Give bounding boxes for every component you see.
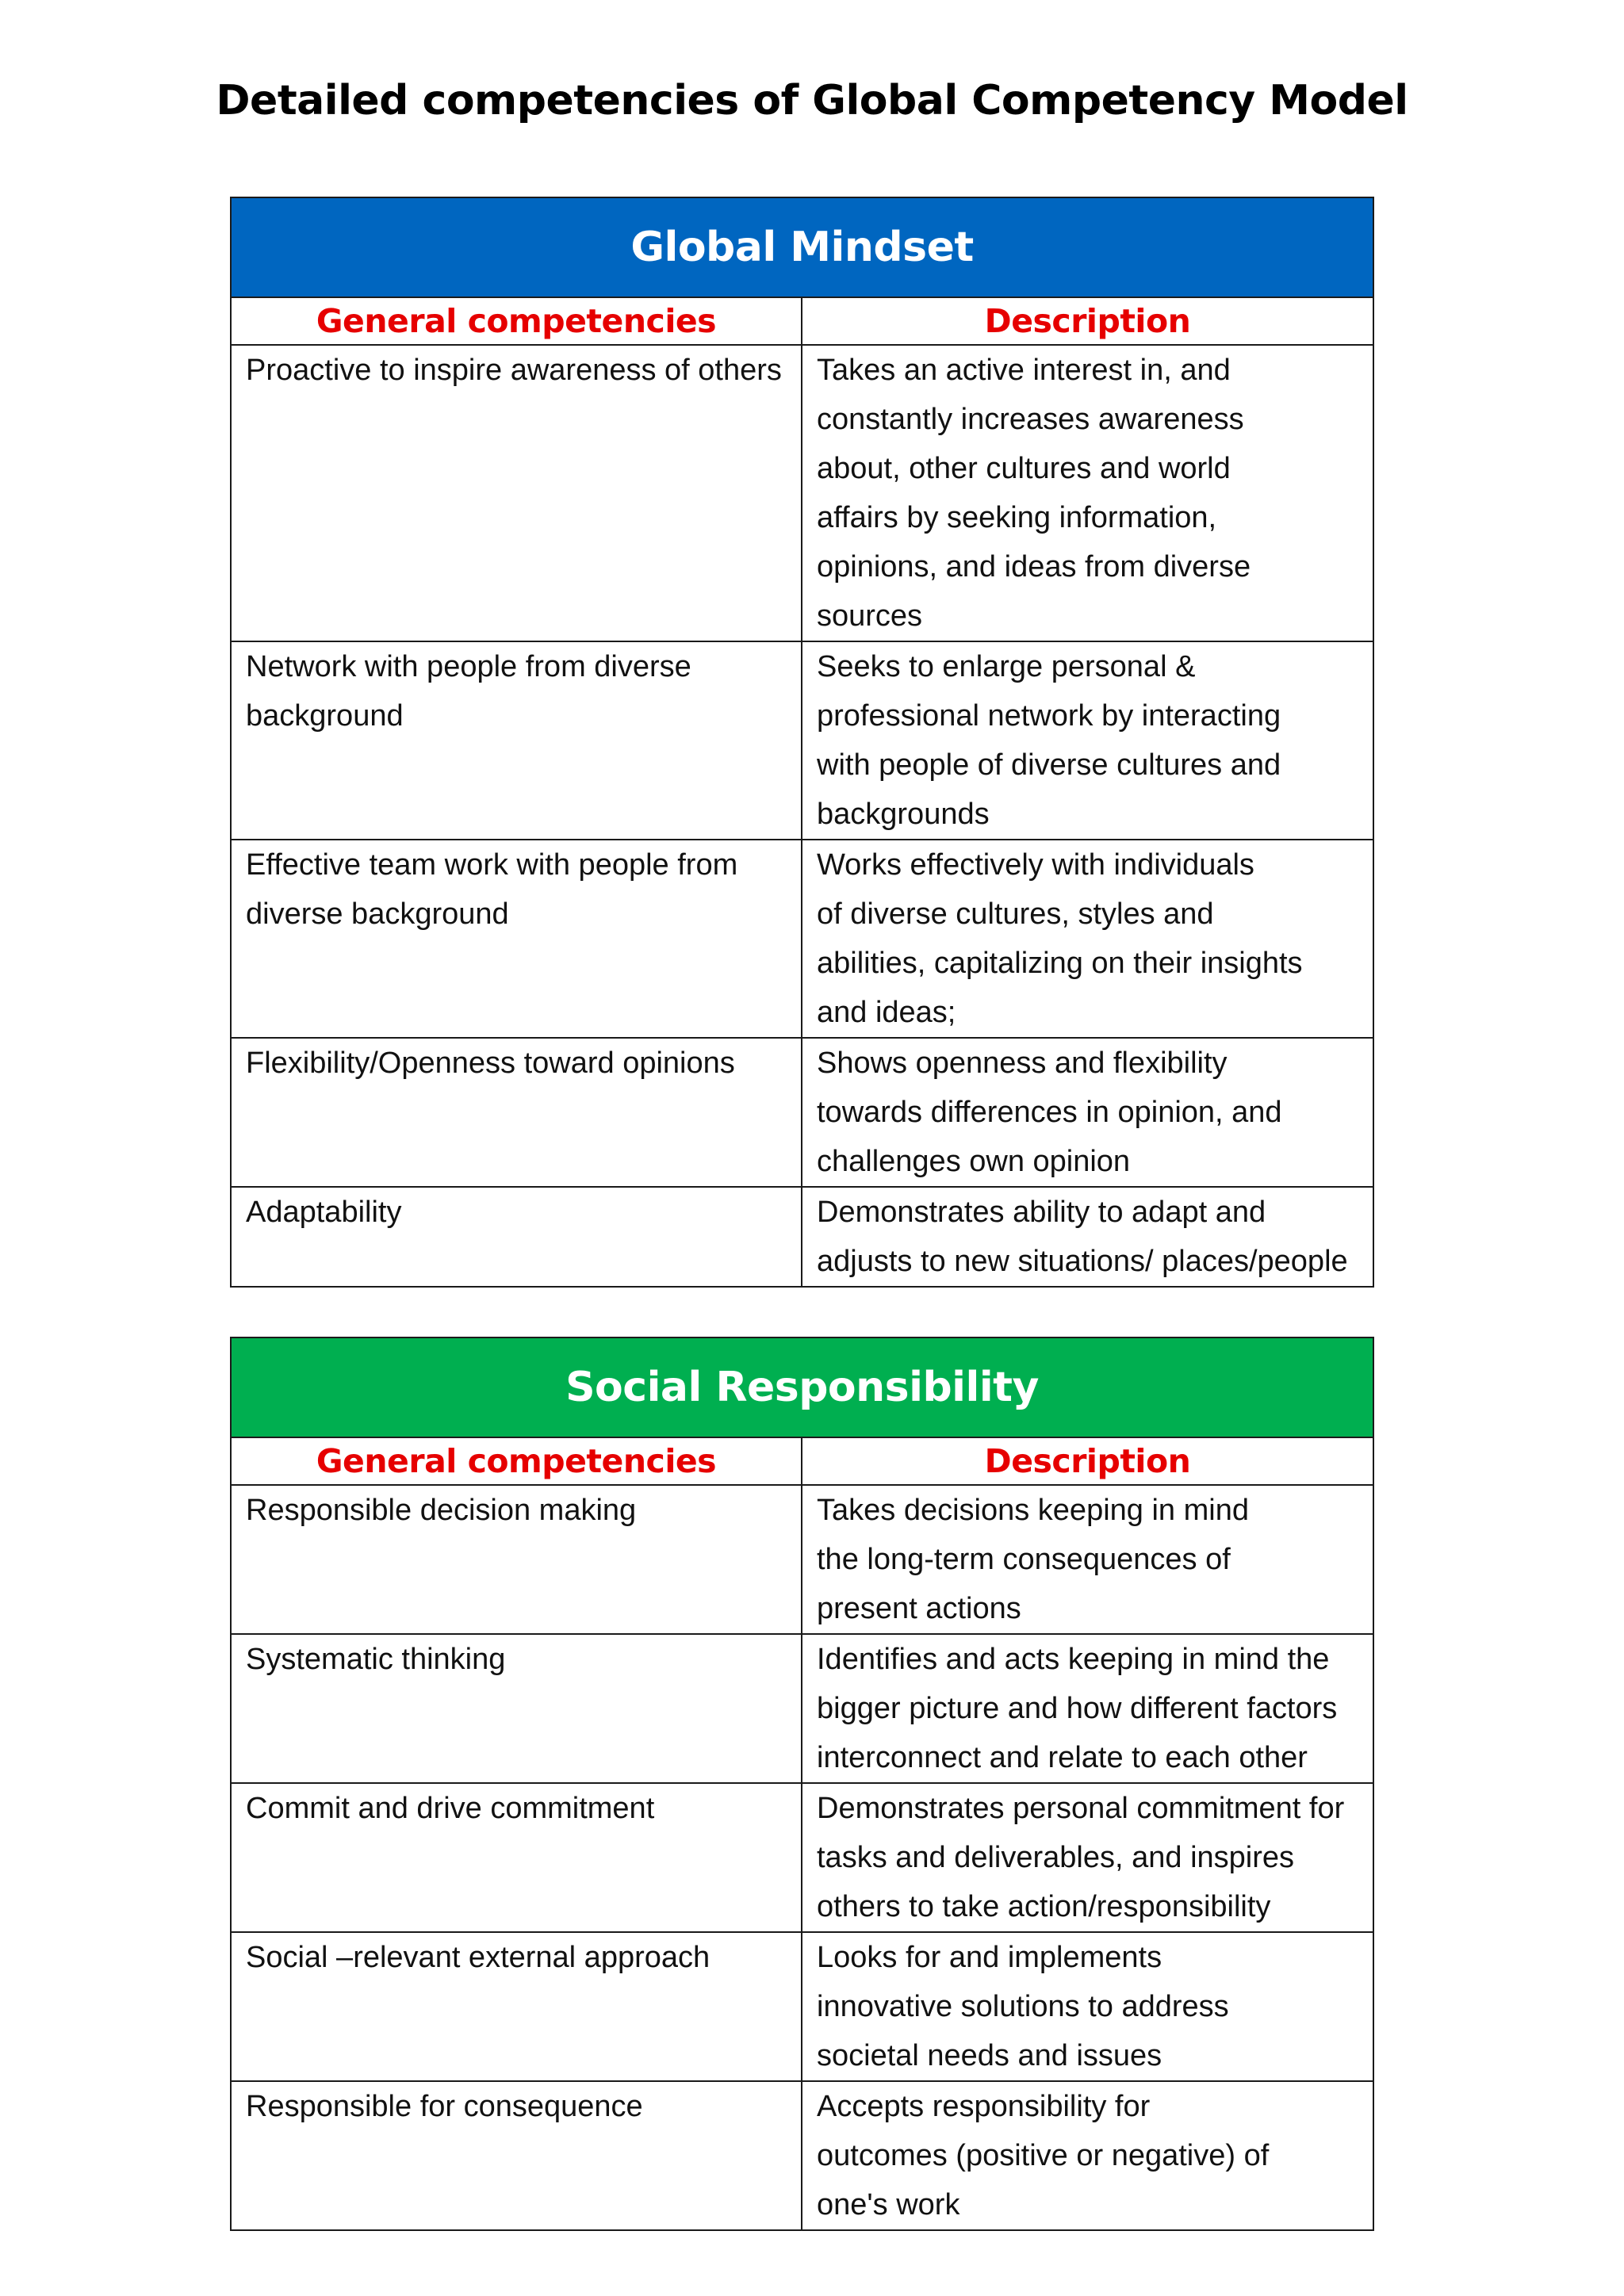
global-mindset-table — [230, 197, 1374, 1288]
social-responsibility-table — [230, 1337, 1374, 2231]
competency-cell: Proactive to inspire awareness of others — [246, 354, 782, 387]
description-cell: Demonstrates ability to adapt and adjusts to new situations/ places/people — [817, 1196, 1348, 1278]
competency-cell: Systematic thinking — [246, 1643, 506, 1676]
description-cell: Demonstrates personal commitment for tasks and deliverables, and inspires others to take action/responsibility — [817, 1792, 1345, 1923]
table-row — [231, 1932, 1373, 2081]
description-cell: Works effectively with individuals of diverse cultures, styles and abilities, capitalizing on their insights and ideas; — [817, 848, 1303, 1029]
description-cell: Takes decisions keeping in mind the long-term consequences of present actions — [817, 1494, 1249, 1625]
table-row — [231, 345, 1373, 641]
description-cell: Takes an active interest in, and constantly increases awareness about, other cultures and world affairs by seeking information, opinions, and ideas from diverse sources — [817, 354, 1251, 633]
competency-cell: Flexibility/Openness toward opinions — [246, 1047, 735, 1080]
description-cell: Looks for and implements innovative solutions to address societal needs and issues — [817, 1941, 1229, 2072]
description-header: Description — [802, 1437, 1373, 1485]
table-row — [231, 1038, 1373, 1187]
competency-cell: Adaptability — [246, 1196, 402, 1229]
table-row — [231, 1187, 1373, 1287]
competency-cell: Network with people from diverse background — [246, 650, 691, 733]
competency-cell: Commit and drive commitment — [246, 1792, 655, 1825]
page-title: Detailed competencies of Global Competency Model — [216, 77, 1408, 124]
table-row — [231, 641, 1373, 840]
table-row — [231, 840, 1373, 1038]
description-cell: Shows openness and flexibility towards differences in opinion, and challenges own opinion — [817, 1047, 1282, 1178]
global-mindset-header: Global Mindset — [231, 197, 1373, 297]
competency-cell: Responsible decision making — [246, 1494, 637, 1527]
table-row — [231, 1485, 1373, 1634]
competency-cell: Effective team work with people from diverse background — [246, 848, 738, 931]
general-competencies-header: General competencies — [231, 297, 802, 345]
competency-cell: Responsible for consequence — [246, 2090, 643, 2123]
description-cell: Accepts responsibility for outcomes (positive or negative) of one's work — [817, 2090, 1270, 2221]
table-row — [231, 2081, 1373, 2230]
social-responsibility-header: Social Responsibility — [231, 1337, 1373, 1437]
competency-cell: Social –relevant external approach — [246, 1941, 710, 1974]
table-row — [231, 1634, 1373, 1783]
description-cell: Identifies and acts keeping in mind the bigger picture and how different factors interconnect and relate to each other — [817, 1643, 1338, 1774]
description-cell: Seeks to enlarge personal & professional network by interacting with people of diverse cultures and backgrounds — [817, 650, 1281, 831]
description-header: Description — [802, 297, 1373, 345]
table-row — [231, 1783, 1373, 1932]
general-competencies-header: General competencies — [231, 1437, 802, 1485]
